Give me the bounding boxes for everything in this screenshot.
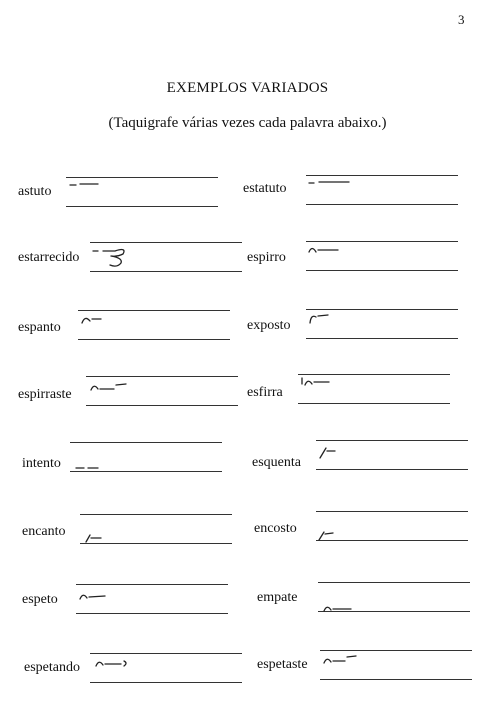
writing-line (76, 584, 228, 585)
exercise-word: exposto (247, 318, 291, 333)
writing-line (86, 376, 238, 377)
exercise-word: espanto (18, 320, 61, 335)
writing-line (90, 682, 242, 683)
exercise-word: espetaste (257, 657, 308, 672)
writing-line (306, 309, 458, 310)
writing-line (306, 204, 458, 205)
writing-line (76, 613, 228, 614)
exercise-word: estatuto (243, 181, 287, 196)
curve-dash-dash-stroke-icon (90, 380, 130, 392)
writing-line (316, 469, 468, 470)
writing-line (306, 338, 458, 339)
writing-line (70, 442, 222, 443)
writing-line (306, 175, 458, 176)
curve-dash-dash-stroke-icon (323, 653, 359, 665)
writing-line (90, 242, 242, 243)
writing-line (80, 514, 232, 515)
writing-line (306, 270, 458, 271)
writing-line (298, 403, 450, 404)
exercise-word: encosto (254, 521, 297, 536)
writing-line (90, 653, 242, 654)
writing-line (78, 339, 230, 340)
curve-dash-stroke-icon (79, 591, 109, 601)
slash-dash-stroke-icon (85, 532, 105, 544)
exercise-word: esfirra (247, 385, 283, 400)
writing-line (320, 679, 472, 680)
exercise-word: espirro (247, 250, 286, 265)
writing-line (316, 511, 468, 512)
exercise-word: espeto (22, 592, 58, 607)
writing-line (298, 374, 450, 375)
exercise-word: espetando (24, 660, 80, 675)
exercise-word: encanto (22, 524, 66, 539)
curve-dash-stroke-icon (308, 244, 340, 254)
writing-line (66, 206, 218, 207)
writing-line (90, 271, 242, 272)
exercise-word: espirraste (18, 387, 72, 402)
writing-line (306, 241, 458, 242)
dash-dash-stroke-icon (76, 464, 100, 472)
exercise-word: esquenta (252, 455, 301, 470)
slash-dash-stroke-icon (318, 528, 338, 542)
curve-dash-stroke-icon (323, 603, 355, 613)
writing-line (78, 310, 230, 311)
exercise-word: empate (257, 590, 298, 605)
tick-curve-dash-stroke-icon (301, 376, 333, 388)
slash-dash-stroke-icon (319, 443, 339, 461)
page-number: 3 (458, 12, 465, 27)
curve-dash-stroke-icon (81, 313, 105, 325)
page-title: EXEMPLOS VARIADOS (166, 80, 329, 96)
writing-line (86, 405, 238, 406)
writing-line (318, 582, 470, 583)
dash-dash-stroke-icon (70, 180, 102, 190)
writing-line (316, 440, 468, 441)
writing-line (316, 540, 468, 541)
page-instructions: (Taquigrafe várias vezes cada palavra abaixo.) (108, 115, 387, 131)
curve-dash-hook-stroke-icon (95, 657, 135, 669)
dash-dash-stroke-icon (309, 177, 351, 187)
writing-line (320, 650, 472, 651)
curve-dash-stroke-icon (309, 312, 331, 326)
exercise-word: intento (22, 456, 61, 471)
dash-hook-stroke-icon (93, 244, 133, 270)
exercise-word: astuto (18, 184, 52, 199)
writing-line (66, 177, 218, 178)
exercise-word: estarrecido (18, 250, 80, 265)
